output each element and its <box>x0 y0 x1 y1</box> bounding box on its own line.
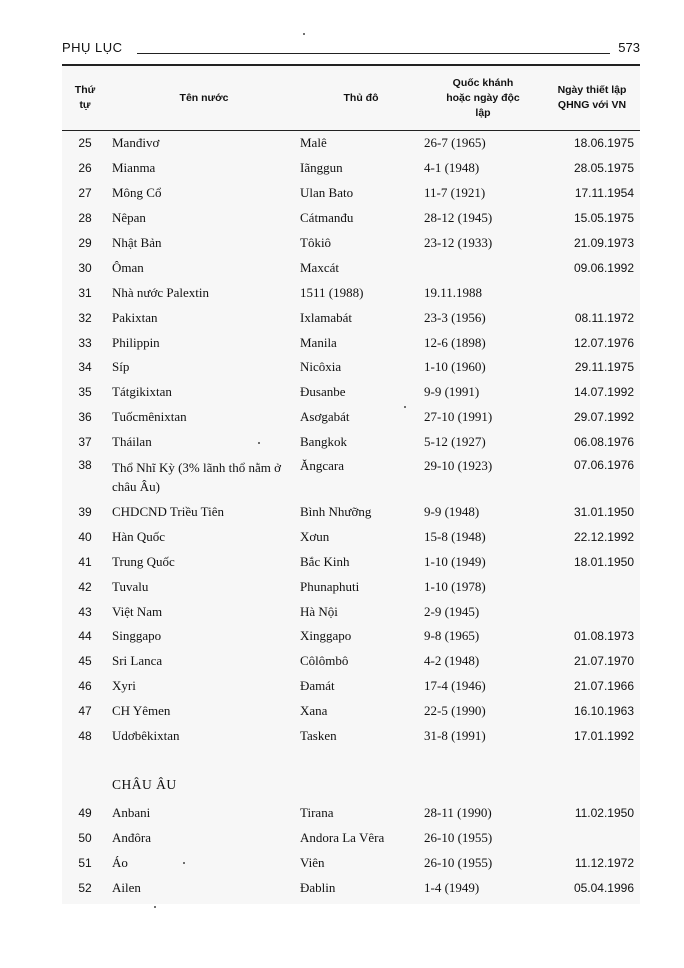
row-number: 45 <box>78 654 92 669</box>
relations-date: 07.06.1976 <box>573 457 634 472</box>
country-name: Xyri <box>112 678 136 694</box>
relations-date: 31.01.1950 <box>573 505 634 520</box>
capital-name: Cátmanđu <box>300 210 354 226</box>
table-body-asia <box>62 131 640 749</box>
relations-date: 18.01.1950 <box>573 554 634 569</box>
column-header-stt-line: tự <box>79 99 91 111</box>
scan-speck <box>154 906 156 908</box>
capital-name: Đablin <box>300 879 336 895</box>
table-row <box>62 305 640 330</box>
national-day: 28-11 (1990) <box>424 804 492 820</box>
table-row <box>62 875 640 900</box>
table-row <box>62 330 640 355</box>
country-name: Áo <box>112 854 128 870</box>
column-header-national-day-line: hoặc ngày độc <box>446 91 520 104</box>
capital-name: Phunaphuti <box>300 578 360 594</box>
national-day: 12-6 (1898) <box>424 334 486 350</box>
relations-date: 29.11.1975 <box>574 360 634 375</box>
capital-name: Xơun <box>300 528 330 544</box>
relations-date: 17.01.1992 <box>573 729 634 744</box>
country-name: Tháilan <box>112 434 152 450</box>
relations-date: 01.08.1973 <box>573 629 634 644</box>
row-number: 49 <box>78 805 92 820</box>
country-name: Ôman <box>112 259 144 275</box>
countries-table <box>62 64 640 900</box>
row-number: 47 <box>78 704 92 719</box>
table-row <box>62 800 640 825</box>
national-day: 23-3 (1956) <box>424 309 486 325</box>
capital-name: Nicôxia <box>300 359 342 375</box>
capital-name: Xinggapo <box>300 628 352 644</box>
national-day: 5-12 (1927) <box>424 434 486 450</box>
row-number: 31 <box>78 285 92 300</box>
column-header-relations-line: QHNG với VN <box>557 99 627 111</box>
row-number: 36 <box>78 410 92 425</box>
column-header-national-day <box>422 65 544 131</box>
country-name: Pakixtan <box>112 309 158 325</box>
table-row <box>62 549 640 574</box>
row-number: 51 <box>78 855 92 870</box>
column-header-stt-line: Thứ <box>74 84 96 96</box>
capital-name: Đusanbe <box>300 384 346 400</box>
national-day: 1-10 (1960) <box>424 359 486 375</box>
table-row <box>62 649 640 674</box>
table-row <box>62 674 640 699</box>
row-number: 32 <box>78 310 92 325</box>
country-name: Nêpan <box>112 210 146 226</box>
national-day: 11-7 (1921) <box>424 185 486 201</box>
table-row <box>62 280 640 305</box>
relations-date: 17.11.1954 <box>574 186 634 201</box>
capital-name: Iãnggun <box>300 160 343 176</box>
national-day: 4-1 (1948) <box>424 160 480 176</box>
country-name: Singgapo <box>112 628 162 644</box>
row-number: 44 <box>78 629 92 644</box>
national-day: 31-8 (1991) <box>424 728 486 744</box>
table-row <box>62 156 640 181</box>
national-day: 2-9 (1945) <box>424 603 480 619</box>
country-name: Sri Lanca <box>112 653 163 669</box>
country-name: Manđivơ <box>112 135 160 151</box>
table-body-europe <box>62 748 640 900</box>
table-row <box>62 599 640 624</box>
country-name: Philippin <box>112 334 160 350</box>
relations-date <box>544 574 640 599</box>
country-name: Hàn Quốc <box>112 528 166 544</box>
row-number: 41 <box>78 554 92 569</box>
scan-speck <box>258 442 260 444</box>
capital-name: Ixlamabát <box>300 309 352 325</box>
table-row <box>62 574 640 599</box>
scan-speck <box>303 33 305 35</box>
running-header <box>62 40 640 60</box>
national-day: 26-10 (1955) <box>424 854 493 870</box>
relations-date: 11.02.1950 <box>574 805 634 820</box>
national-day: 17-4 (1946) <box>424 678 486 694</box>
national-day: 22-5 (1990) <box>424 703 486 719</box>
country-name: Anđôra <box>112 829 151 845</box>
country-name: Mông Cổ <box>112 185 162 201</box>
national-day: 9-8 (1965) <box>424 628 480 644</box>
table-row <box>62 380 640 405</box>
column-header-capital: Thủ đô <box>300 65 422 131</box>
column-header-relations-line: Ngày thiết lập <box>557 84 627 96</box>
capital-name: Maxcát <box>300 259 339 275</box>
relations-date <box>544 280 640 305</box>
capital-name: Malê <box>300 135 327 151</box>
capital-name: Tirana <box>300 804 334 820</box>
capital-name: Bắc Kinh <box>300 553 350 569</box>
table-row <box>62 500 640 525</box>
capital-name: Ăngcara <box>300 457 345 473</box>
table-row <box>62 624 640 649</box>
country-name: Udơbêkixtan <box>112 728 180 744</box>
row-number: 37 <box>78 435 92 450</box>
column-header-stt <box>62 65 108 131</box>
capital-name: Andora La Vêra <box>300 829 385 845</box>
section-title: PHỤ LỤC <box>62 40 123 55</box>
national-day: 1-10 (1949) <box>424 553 486 569</box>
table-row <box>62 405 640 430</box>
country-name: Tátgikixtan <box>112 384 172 400</box>
table-header-row <box>62 65 640 131</box>
row-number: 48 <box>78 729 92 744</box>
table-row <box>62 850 640 875</box>
header-rule <box>137 53 610 54</box>
row-number: 40 <box>78 529 92 544</box>
table-row <box>62 724 640 749</box>
capital-name: Manila <box>300 334 337 350</box>
country-name: Mianma <box>112 160 156 176</box>
capital-name: Bình Nhưỡng <box>300 504 372 520</box>
row-number: 27 <box>78 186 92 201</box>
country-name: CH Yêmen <box>112 703 171 719</box>
relations-date: 21.09.1973 <box>573 236 634 250</box>
relations-date: 14.07.1992 <box>573 385 634 400</box>
capital-name: Asơgabát <box>300 409 350 425</box>
table-row <box>62 825 640 850</box>
capital-name: Hà Nội <box>300 603 338 619</box>
table-row <box>62 255 640 280</box>
national-day: 26-7 (1965) <box>424 135 486 151</box>
row-number: 52 <box>78 880 92 895</box>
country-name: Tuvalu <box>112 578 149 594</box>
section-heading-row <box>62 770 640 800</box>
capital-name: Bangkok <box>300 434 347 450</box>
country-name: Síp <box>112 359 130 375</box>
table-row <box>62 699 640 724</box>
row-number: 46 <box>78 679 92 694</box>
relations-date: 16.10.1963 <box>573 704 634 719</box>
country-name: Thổ Nhĩ Kỳ (3% lãnh thổ nằm ở châu Âu) <box>112 459 281 494</box>
row-number: 50 <box>78 830 92 845</box>
table-row <box>62 430 640 455</box>
national-day: 9-9 (1991) <box>424 384 480 400</box>
national-day: 4-2 (1948) <box>424 653 480 669</box>
column-header-national-day-line: lập <box>475 106 491 119</box>
column-header-relations <box>544 65 640 131</box>
national-day: 15-8 (1948) <box>424 528 486 544</box>
capital-name: Xana <box>300 703 328 719</box>
relations-date: 15.05.1975 <box>573 211 634 226</box>
page-number: 573 <box>618 40 640 55</box>
row-number: 42 <box>78 579 92 594</box>
national-day: 1-10 (1978) <box>424 578 486 594</box>
national-day: 1-4 (1949) <box>424 879 480 895</box>
table-row <box>62 131 640 156</box>
table-row <box>62 231 640 256</box>
row-number: 26 <box>78 161 92 176</box>
capital-name: Côlômbô <box>300 653 349 669</box>
relations-date: 21.07.1966 <box>573 679 634 694</box>
relations-date: 21.07.1970 <box>573 654 634 669</box>
country-name: Trung Quốc <box>112 553 175 569</box>
country-name: Tuốcmênixtan <box>112 409 187 425</box>
capital-name: Ulan Bato <box>300 185 354 201</box>
spacer-row <box>62 748 640 770</box>
national-day: 23-12 (1933) <box>424 235 493 250</box>
country-name: Nhà nước Palextin <box>112 284 209 300</box>
row-number: 43 <box>78 604 92 619</box>
row-number: 35 <box>78 385 92 400</box>
relations-date: 28.05.1975 <box>573 161 634 176</box>
national-day: 9-9 (1948) <box>424 504 480 520</box>
table-area <box>62 64 640 904</box>
country-name: Việt Nam <box>112 603 163 619</box>
row-number: 33 <box>78 335 92 350</box>
row-number: 29 <box>78 236 92 250</box>
table-row <box>62 206 640 231</box>
row-number: 30 <box>78 260 92 275</box>
relations-date: 29.07.1992 <box>573 410 634 425</box>
scan-speck <box>183 862 185 864</box>
relations-date: 08.11.1972 <box>574 310 634 325</box>
national-day <box>422 255 544 280</box>
national-day: 28-12 (1945) <box>424 210 493 226</box>
capital-name: Đamát <box>300 678 335 694</box>
national-day: 29-10 (1923) <box>424 457 493 473</box>
country-name: Ailen <box>112 879 141 895</box>
national-day: 19.11.1988 <box>424 284 483 300</box>
relations-date: 12.07.1976 <box>573 335 634 350</box>
row-number: 25 <box>78 136 92 151</box>
row-number: 38 <box>78 457 92 472</box>
relations-date <box>544 599 640 624</box>
relations-date: 22.12.1992 <box>573 529 634 544</box>
relations-date: 18.06.1975 <box>573 136 634 151</box>
table-row <box>62 355 640 380</box>
table-row <box>62 524 640 549</box>
relations-date: 09.06.1992 <box>573 260 634 275</box>
relations-date: 06.08.1976 <box>573 435 634 450</box>
capital-name: Viên <box>300 854 325 870</box>
country-name: CHDCND Triều Tiên <box>112 504 224 520</box>
table-row <box>62 181 640 206</box>
column-header-national-day-line: Quốc khánh <box>452 76 514 89</box>
capital-name: 1511 (1988) <box>300 284 364 300</box>
relations-date <box>544 825 640 850</box>
relations-date: 11.12.1972 <box>574 855 634 870</box>
row-number: 39 <box>78 505 92 520</box>
capital-name: Tôkiô <box>300 235 332 250</box>
row-number: 28 <box>78 211 92 226</box>
table-row <box>62 455 640 500</box>
section-heading: CHÂU ÂU <box>112 777 177 793</box>
column-header-name: Tên nước <box>108 65 300 131</box>
relations-date: 05.04.1996 <box>573 880 634 895</box>
national-day: 26-10 (1955) <box>424 829 493 845</box>
row-number: 34 <box>78 360 92 375</box>
scan-speck <box>404 406 406 408</box>
capital-name: Tasken <box>300 728 337 744</box>
country-name: Nhật Bản <box>112 235 162 250</box>
country-name: Anbani <box>112 804 151 820</box>
national-day: 27-10 (1991) <box>424 409 493 425</box>
